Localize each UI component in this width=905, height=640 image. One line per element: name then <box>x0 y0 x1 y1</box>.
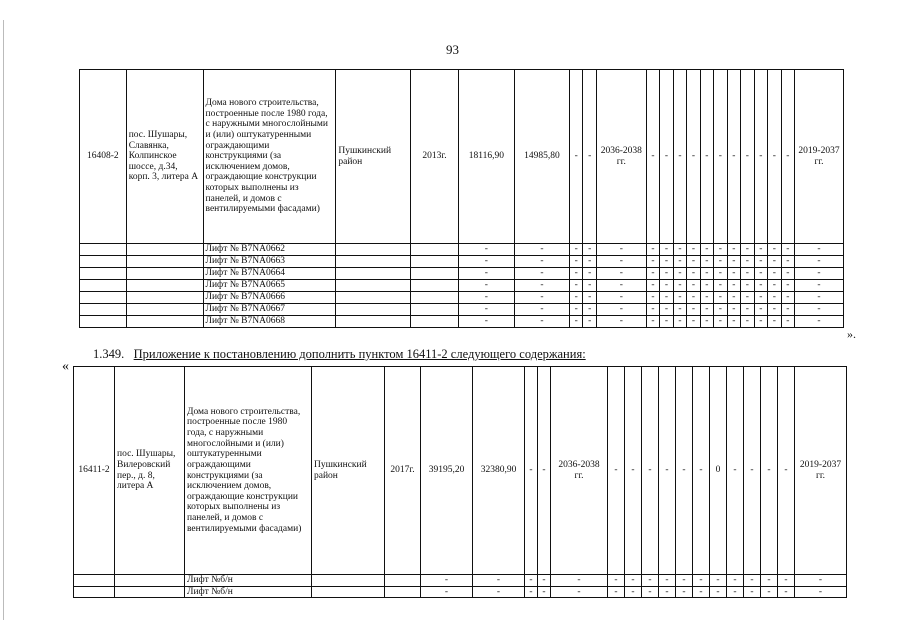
lift-dash: - <box>646 316 659 328</box>
empty-cell <box>115 586 185 598</box>
lift-dash: - <box>660 268 673 280</box>
lift-dash: - <box>458 316 514 328</box>
lift-dash: - <box>551 575 608 587</box>
lift-dash: - <box>514 268 569 280</box>
lift-dash: - <box>687 304 700 316</box>
lift-dash: - <box>596 316 646 328</box>
empty-cell <box>411 244 459 256</box>
lift-row <box>80 304 844 316</box>
lift-dash: - <box>458 256 514 268</box>
register-table-2 <box>73 366 847 598</box>
empty-cell <box>411 280 459 292</box>
lift-dash: - <box>727 268 740 280</box>
lift-dash: - <box>768 292 781 304</box>
lift-name: Лифт №б/н <box>185 586 312 598</box>
lift-row <box>80 268 844 280</box>
opening-quote-mark: « <box>62 359 69 374</box>
lift-dash: - <box>608 575 625 587</box>
lift-dash: - <box>569 268 582 280</box>
empty-cell <box>336 316 411 328</box>
lift-name: Лифт № B7NA0666 <box>203 292 336 304</box>
lift-dash: - <box>761 586 778 598</box>
lift-name: Лифт № B7NA0668 <box>203 316 336 328</box>
lift-dash: - <box>778 586 795 598</box>
entry-dash: - <box>538 367 551 575</box>
lift-dash: - <box>538 586 551 598</box>
lift-dash: - <box>741 316 754 328</box>
lift-row <box>80 292 844 304</box>
lift-dash: - <box>583 244 596 256</box>
lift-dash: - <box>781 292 794 304</box>
lift-dash: - <box>525 586 538 598</box>
lift-dash: - <box>741 256 754 268</box>
scan-edge-line <box>3 20 4 620</box>
empty-cell <box>336 268 411 280</box>
lift-dash: - <box>625 586 642 598</box>
lift-dash: - <box>660 256 673 268</box>
lift-dash: - <box>754 280 767 292</box>
lift-dash: - <box>795 256 844 268</box>
lift-name: Лифт № B7NA0664 <box>203 268 336 280</box>
lift-dash: - <box>673 256 686 268</box>
lift-dash: - <box>596 280 646 292</box>
lift-dash: - <box>687 292 700 304</box>
lift-dash: - <box>741 304 754 316</box>
lift-dash: - <box>741 280 754 292</box>
lift-dash: - <box>687 316 700 328</box>
empty-cell <box>126 268 203 280</box>
lift-dash: - <box>514 256 569 268</box>
lift-dash: - <box>714 316 727 328</box>
entry-final-period: 2019-2037 гг. <box>795 367 847 575</box>
lift-dash: - <box>744 586 761 598</box>
lift-name: Лифт №б/н <box>185 575 312 587</box>
lift-row <box>74 586 847 598</box>
empty-cell <box>115 575 185 587</box>
lift-dash: - <box>660 316 673 328</box>
empty-cell <box>336 292 411 304</box>
empty-cell <box>126 256 203 268</box>
lift-dash: - <box>781 256 794 268</box>
lift-dash: - <box>727 316 740 328</box>
lift-dash: - <box>700 256 713 268</box>
lift-dash: - <box>659 586 676 598</box>
entry-dash: - <box>525 367 538 575</box>
lift-dash: - <box>710 586 727 598</box>
lift-dash: - <box>646 244 659 256</box>
entry-dash: - <box>608 367 625 575</box>
entry-dash: - <box>625 367 642 575</box>
empty-cell <box>80 292 127 304</box>
lift-dash: - <box>458 244 514 256</box>
lift-dash: - <box>458 304 514 316</box>
lift-dash: - <box>676 575 693 587</box>
empty-cell <box>312 586 385 598</box>
lift-dash: - <box>596 244 646 256</box>
lift-dash: - <box>673 292 686 304</box>
lift-dash: - <box>710 575 727 587</box>
lift-name: Лифт № B7NA0662 <box>203 244 336 256</box>
entry-house-type: Дома нового строительства, построенные после 1980 года, с наружными многослойными и (или) оштукатуренными ограждающими конструкциями (за исключением домов, ограждающие конструкции которых выполнены из панелей, и домов с вентилируемыми фасадами) <box>185 367 312 575</box>
lift-dash: - <box>673 304 686 316</box>
lift-dash: - <box>458 292 514 304</box>
lift-name: Лифт № B7NA0665 <box>203 280 336 292</box>
lift-dash: - <box>727 292 740 304</box>
lift-dash: - <box>569 304 582 316</box>
lift-dash: - <box>727 304 740 316</box>
entry-zero: 0 <box>710 367 727 575</box>
lift-dash: - <box>421 575 473 587</box>
lift-dash: - <box>781 268 794 280</box>
lift-dash: - <box>795 316 844 328</box>
empty-cell <box>126 304 203 316</box>
paragraph-text: Приложение к постановлению дополнить пунктом 16411-2 следующего содержания: <box>133 347 586 361</box>
entry-dash: - <box>642 367 659 575</box>
empty-cell <box>411 292 459 304</box>
empty-cell <box>336 256 411 268</box>
lift-dash: - <box>646 256 659 268</box>
lift-dash: - <box>596 256 646 268</box>
lift-dash: - <box>660 280 673 292</box>
lift-dash: - <box>741 244 754 256</box>
lift-dash: - <box>608 586 625 598</box>
lift-dash: - <box>714 256 727 268</box>
empty-cell <box>411 256 459 268</box>
lift-dash: - <box>473 575 525 587</box>
lift-dash: - <box>754 244 767 256</box>
empty-cell <box>74 586 115 598</box>
lift-dash: - <box>646 292 659 304</box>
lift-dash: - <box>744 575 761 587</box>
lift-row <box>80 256 844 268</box>
lift-dash: - <box>741 268 754 280</box>
entry-dash: - <box>569 70 582 244</box>
empty-cell <box>80 280 127 292</box>
lift-dash: - <box>781 316 794 328</box>
lift-dash: - <box>754 268 767 280</box>
lift-dash: - <box>473 586 525 598</box>
lift-row <box>74 575 847 587</box>
closing-quote-mark: ». <box>847 327 856 341</box>
entry-district: Пушкинский район <box>336 70 411 244</box>
lift-dash: - <box>687 268 700 280</box>
lift-dash: - <box>583 280 596 292</box>
lift-dash: - <box>673 244 686 256</box>
lift-dash: - <box>768 304 781 316</box>
entry-dash: - <box>700 70 713 244</box>
entry-dash: - <box>727 70 740 244</box>
lift-dash: - <box>687 244 700 256</box>
lift-dash: - <box>754 316 767 328</box>
empty-cell <box>385 575 421 587</box>
lift-dash: - <box>583 256 596 268</box>
entry-dash: - <box>660 70 673 244</box>
amendment-paragraph <box>93 347 586 362</box>
empty-cell <box>126 316 203 328</box>
lift-dash: - <box>727 575 744 587</box>
lift-dash: - <box>754 304 767 316</box>
empty-cell <box>411 304 459 316</box>
lift-name: Лифт № B7NA0667 <box>203 304 336 316</box>
page-number: 93 <box>446 42 459 57</box>
lift-dash: - <box>714 244 727 256</box>
lift-dash: - <box>795 292 844 304</box>
lift-dash: - <box>714 292 727 304</box>
entry-dash: - <box>768 70 781 244</box>
lift-dash: - <box>514 280 569 292</box>
lift-row <box>80 316 844 328</box>
lift-dash: - <box>693 575 710 587</box>
lift-dash: - <box>795 268 844 280</box>
lift-dash: - <box>583 304 596 316</box>
lift-name: Лифт № B7NA0663 <box>203 256 336 268</box>
lift-dash: - <box>514 304 569 316</box>
lift-dash: - <box>646 268 659 280</box>
register-table-1 <box>79 69 844 328</box>
lift-dash: - <box>700 268 713 280</box>
entry-address: пос. Шушары, Вилеровский пер., д. 8, литера А <box>115 367 185 575</box>
lift-dash: - <box>727 244 740 256</box>
lift-dash: - <box>514 244 569 256</box>
lift-dash: - <box>642 586 659 598</box>
lift-dash: - <box>768 244 781 256</box>
lift-dash: - <box>741 292 754 304</box>
entry-dash: - <box>583 70 596 244</box>
empty-cell <box>126 280 203 292</box>
lift-dash: - <box>514 292 569 304</box>
lift-dash: - <box>768 256 781 268</box>
empty-cell <box>80 268 127 280</box>
lift-dash: - <box>700 244 713 256</box>
lift-dash: - <box>458 268 514 280</box>
entry-dash: - <box>781 70 794 244</box>
lift-dash: - <box>700 280 713 292</box>
lift-dash: - <box>687 280 700 292</box>
empty-cell <box>80 316 127 328</box>
lift-dash: - <box>778 575 795 587</box>
lift-dash: - <box>795 244 844 256</box>
table-row <box>74 367 847 575</box>
lift-dash: - <box>714 268 727 280</box>
lift-dash: - <box>569 292 582 304</box>
entry-dash: - <box>687 70 700 244</box>
lift-dash: - <box>754 256 767 268</box>
entry-year: 2017г. <box>385 367 421 575</box>
lift-dash: - <box>596 268 646 280</box>
lift-dash: - <box>761 575 778 587</box>
lift-dash: - <box>421 586 473 598</box>
lift-dash: - <box>569 244 582 256</box>
lift-dash: - <box>768 268 781 280</box>
lift-dash: - <box>673 280 686 292</box>
lift-dash: - <box>727 256 740 268</box>
empty-cell <box>74 575 115 587</box>
lift-dash: - <box>660 304 673 316</box>
entry-dash: - <box>741 70 754 244</box>
entry-year: 2013г. <box>411 70 459 244</box>
lift-dash: - <box>569 280 582 292</box>
lift-dash: - <box>781 280 794 292</box>
lift-dash: - <box>458 280 514 292</box>
entry-period: 2036-2038 гг. <box>596 70 646 244</box>
empty-cell <box>80 244 127 256</box>
entry-area-living: 14985,80 <box>514 70 569 244</box>
entry-number: 16411-2 <box>74 367 115 575</box>
lift-dash: - <box>714 280 727 292</box>
lift-dash: - <box>525 575 538 587</box>
entry-district: Пушкинский район <box>312 367 385 575</box>
lift-row <box>80 280 844 292</box>
empty-cell <box>80 304 127 316</box>
lift-dash: - <box>569 316 582 328</box>
entry-dash: - <box>714 70 727 244</box>
entry-address: пос. Шушары, Славянка, Колпинское шоссе, д.34, корп. 3, литера А <box>126 70 203 244</box>
entry-dash: - <box>744 367 761 575</box>
lift-dash: - <box>551 586 608 598</box>
entry-dash: - <box>693 367 710 575</box>
lift-dash: - <box>642 575 659 587</box>
lift-dash: - <box>700 292 713 304</box>
lift-dash: - <box>727 280 740 292</box>
entry-dash: - <box>676 367 693 575</box>
lift-dash: - <box>673 316 686 328</box>
entry-dash: - <box>646 70 659 244</box>
lift-dash: - <box>700 316 713 328</box>
lift-dash: - <box>646 280 659 292</box>
lift-dash: - <box>795 575 847 587</box>
lift-dash: - <box>646 304 659 316</box>
lift-row <box>80 244 844 256</box>
empty-cell <box>385 586 421 598</box>
lift-dash: - <box>768 316 781 328</box>
lift-dash: - <box>795 280 844 292</box>
empty-cell <box>80 256 127 268</box>
entry-dash: - <box>778 367 795 575</box>
lift-dash: - <box>514 316 569 328</box>
entry-area-total: 18116,90 <box>458 70 514 244</box>
lift-dash: - <box>659 575 676 587</box>
lift-dash: - <box>538 575 551 587</box>
entry-number: 16408-2 <box>80 70 127 244</box>
empty-cell <box>336 244 411 256</box>
lift-dash: - <box>727 586 744 598</box>
entry-dash: - <box>754 70 767 244</box>
lift-dash: - <box>583 316 596 328</box>
entry-dash: - <box>659 367 676 575</box>
paragraph-number: 1.349. <box>93 347 125 361</box>
lift-dash: - <box>596 292 646 304</box>
lift-dash: - <box>660 292 673 304</box>
entry-dash: - <box>761 367 778 575</box>
lift-dash: - <box>625 575 642 587</box>
lift-dash: - <box>768 280 781 292</box>
lift-dash: - <box>596 304 646 316</box>
empty-cell <box>312 575 385 587</box>
lift-dash: - <box>687 256 700 268</box>
lift-dash: - <box>693 586 710 598</box>
lift-dash: - <box>754 292 767 304</box>
entry-area-total: 39195,20 <box>421 367 473 575</box>
lift-dash: - <box>700 304 713 316</box>
lift-dash: - <box>714 304 727 316</box>
empty-cell <box>411 316 459 328</box>
empty-cell <box>336 280 411 292</box>
lift-dash: - <box>781 304 794 316</box>
lift-dash: - <box>660 244 673 256</box>
lift-dash: - <box>673 268 686 280</box>
lift-dash: - <box>583 268 596 280</box>
entry-dash: - <box>727 367 744 575</box>
lift-dash: - <box>795 304 844 316</box>
lift-dash: - <box>781 244 794 256</box>
entry-house-type: Дома нового строительства, построенные после 1980 года, с наружными многослойными и (или) оштукатуренными ограждающими конструкциями (за исключением домов, ограждающие конструкции которых выполнены из панелей, и домов с вентилируемыми фасадами) <box>203 70 336 244</box>
empty-cell <box>411 268 459 280</box>
empty-cell <box>336 304 411 316</box>
lift-dash: - <box>676 586 693 598</box>
lift-dash: - <box>583 292 596 304</box>
empty-cell <box>126 292 203 304</box>
table-row <box>80 70 844 244</box>
lift-dash: - <box>795 586 847 598</box>
entry-dash: - <box>673 70 686 244</box>
empty-cell <box>126 244 203 256</box>
lift-dash: - <box>569 256 582 268</box>
entry-period: 2036-2038 гг. <box>551 367 608 575</box>
entry-final-period: 2019-2037 гг. <box>795 70 844 244</box>
entry-area-living: 32380,90 <box>473 367 525 575</box>
